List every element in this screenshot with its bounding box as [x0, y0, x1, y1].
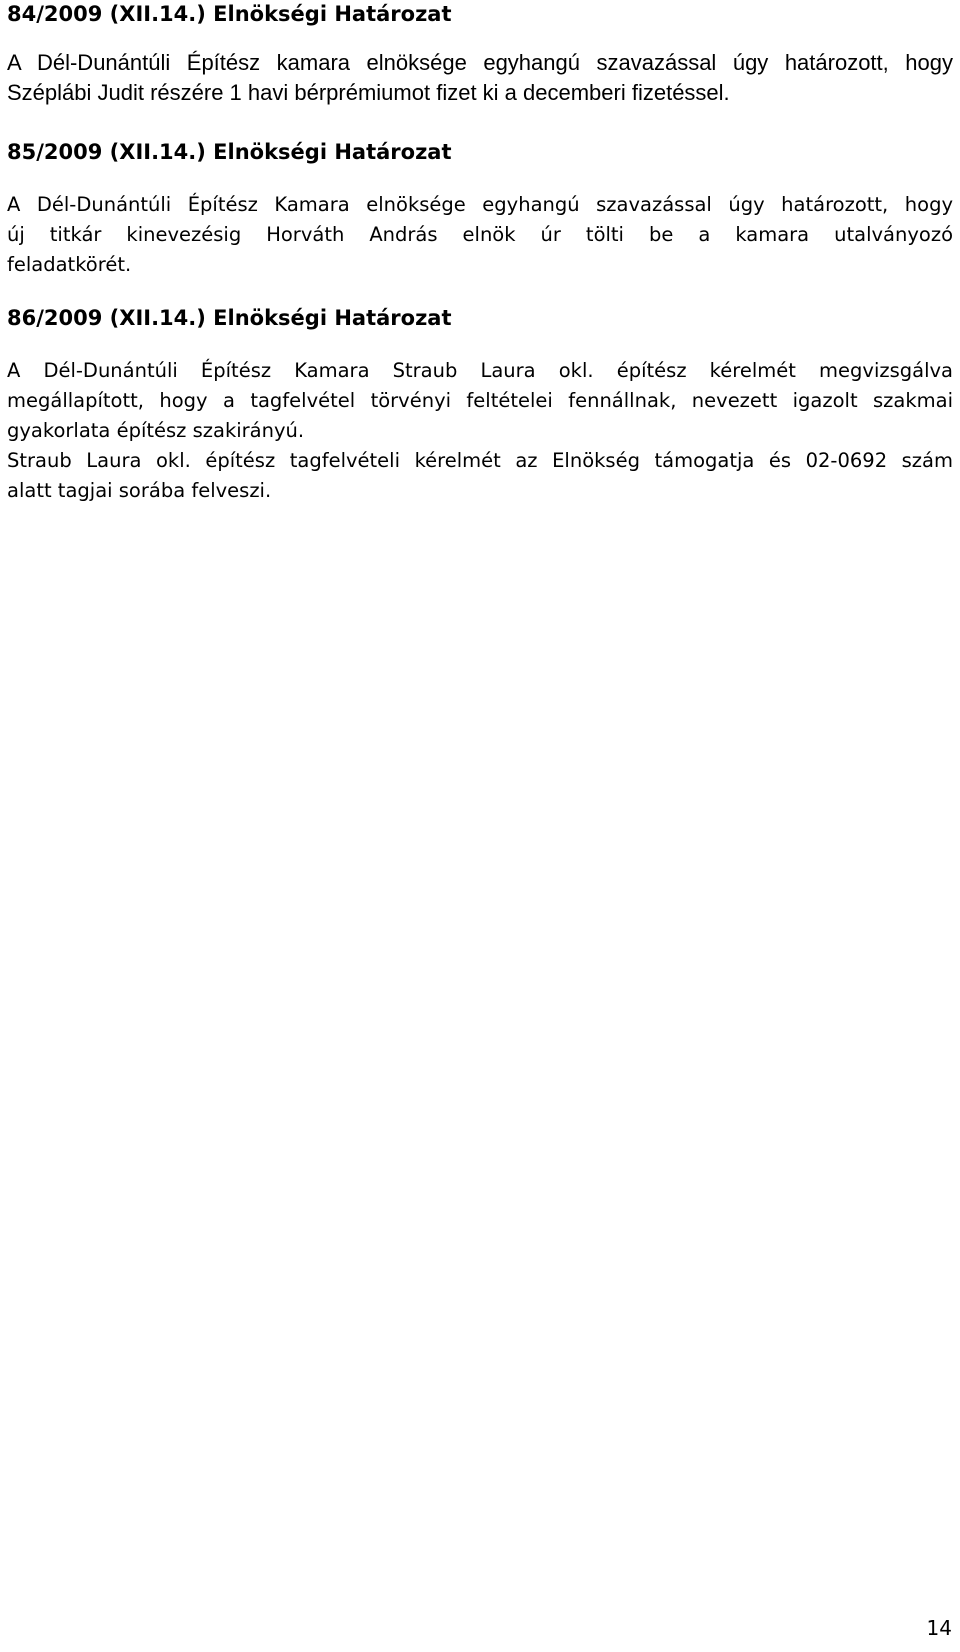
resolution-85-line-1: A Dél-Dunántúli Építész Kamara elnöksége egyhangú szavazással úgy határozott, hogy [7, 193, 953, 216]
resolution-body-84 [7, 48, 953, 108]
resolution-85-line-3: feladatkörét. [7, 253, 132, 276]
resolution-heading-85: 85/2009 (XII.14.) Elnökségi Határozat [7, 140, 452, 164]
resolution-86-line-3: gyakorlata építész szakirányú. [7, 419, 305, 442]
resolution-86-line-4: Straub Laura okl. építész tagfelvételi kérelmét az Elnökség támogatja és 02-0692 szám [7, 449, 953, 472]
page-number: 14 [926, 1616, 952, 1640]
resolution-86-line-1: A Dél-Dunántúli Építész Kamara Straub Laura okl. építész kérelmét megvizsgálva [7, 359, 953, 382]
resolution-body-86 [7, 356, 953, 506]
resolution-84-line-2: Széplábi Judit részére 1 havi bérprémiumot fizet ki a decemberi fizetéssel. [7, 80, 730, 105]
resolution-86-line-2: megállapított, hogy a tagfelvétel törvényi feltételei fennállnak, nevezett igazolt szakmai [7, 389, 953, 412]
resolution-86-line-5: alatt tagjai sorába felveszi. [7, 479, 272, 502]
resolution-85-line-2: új titkár kinevezésig Horváth András elnök úr tölti be a kamara utalványozó [7, 223, 953, 246]
resolution-heading-84: 84/2009 (XII.14.) Elnökségi Határozat [7, 2, 452, 26]
resolution-body-85 [7, 190, 953, 280]
resolution-84-line-1: A Dél-Dunántúli Építész kamara elnöksége egyhangú szavazással úgy határozott, hogy [7, 50, 953, 75]
resolution-heading-86: 86/2009 (XII.14.) Elnökségi Határozat [7, 306, 452, 330]
document-content [7, 0, 953, 506]
